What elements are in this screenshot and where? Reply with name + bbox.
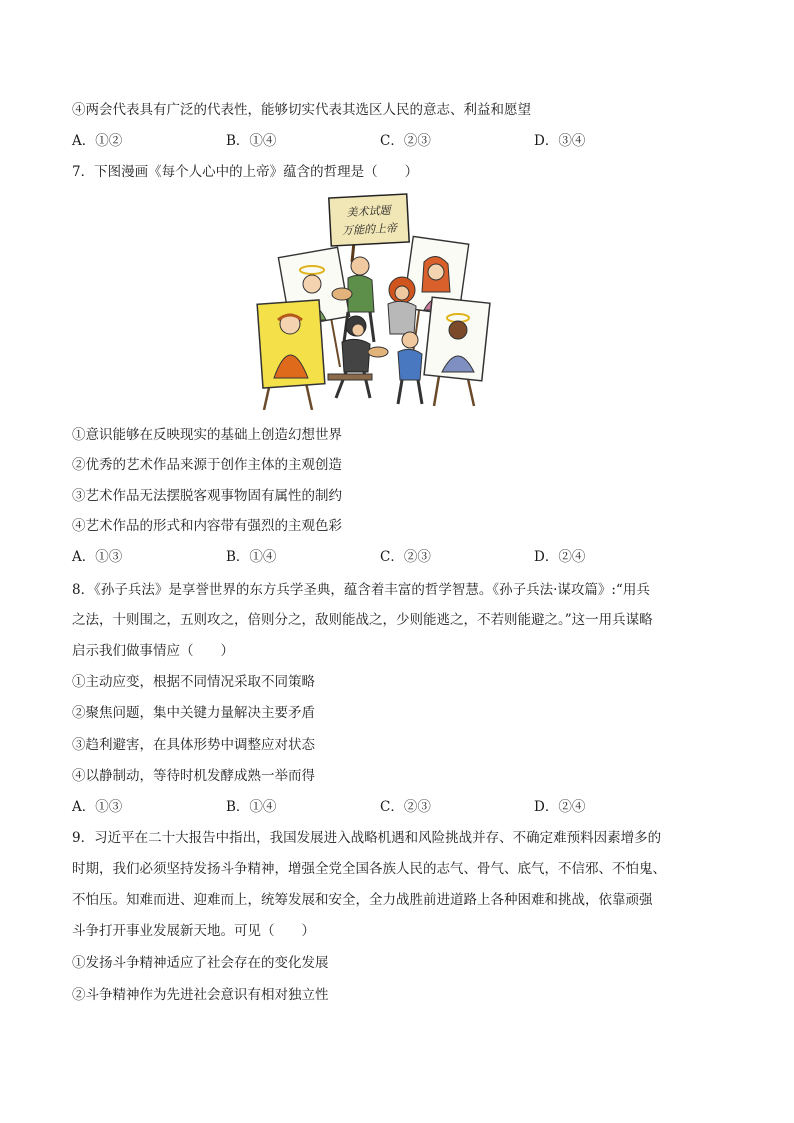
q7-option-a: A．①③	[72, 549, 123, 565]
q7-statement-1: ①意识能够在反映现实的基础上创造幻想世界	[72, 427, 342, 443]
q9-stem-line-1: 9．习近平在二十大报告中指出，我国发展进入战略机遇和风险挑战并存、不确定难预料因素增多的	[72, 830, 662, 846]
q9-stem-line-4: 斗争打开事业发展新天地。可见（ ）	[72, 923, 315, 939]
cartoon-god-in-every-heart	[252, 192, 492, 410]
q8-statement-2: ②聚焦问题，集中关键力量解决主要矛盾	[72, 705, 315, 721]
q6-statement-4: ④两会代表具有广泛的代表性，能够切实代表其选区人民的意志、利益和愿望	[72, 102, 531, 118]
painter-blue	[398, 332, 422, 404]
q8-statement-1: ①主动应变，根据不同情况采取不同策略	[72, 674, 315, 690]
q7-options	[72, 548, 732, 566]
q7-option-c: C．②③	[380, 549, 431, 565]
q6-option-b: B．①④	[226, 133, 277, 149]
q8-option-d: D．②④	[534, 799, 586, 815]
q7-option-b: B．①④	[226, 549, 277, 565]
q9-stem-line-3: 不怕压。知难而进、迎难而上，统筹发展和安全，全力战胜前进道路上各种困难和挑战，依靠顽强	[72, 892, 653, 908]
q8-option-a: A．①③	[72, 799, 123, 815]
q8-stem-line-2: 之法，十则围之，五则攻之，倍则分之，敌则能战之，少则能逃之，不若则能避之。”这一用兵谋略	[72, 612, 653, 628]
q6-option-a: A．①②	[72, 133, 123, 149]
q7-option-d: D．②④	[534, 549, 586, 565]
q8-option-c: C．②③	[380, 799, 431, 815]
q8-options	[72, 798, 732, 816]
q7-statement-3: ③艺术作品无法摆脱客观事物固有属性的制约	[72, 488, 342, 504]
q7-stem: 7．下图漫画《每个人心中的上帝》蕴含的哲理是（ ）	[72, 164, 419, 180]
q6-option-c: C．②③	[380, 133, 431, 149]
cartoon-sign	[329, 194, 409, 262]
q9-stem-line-2: 时期，我们必须坚持发扬斗争精神，增强全党全国各族人民的志气、骨气、底气，不信邪、不怕鬼、	[72, 861, 666, 877]
q6-options	[72, 132, 732, 150]
q7-statement-4: ④艺术作品的形式和内容带有强烈的主观色彩	[72, 518, 342, 534]
q8-stem-line-3: 启示我们做事情应（ ）	[72, 643, 234, 659]
q8-statement-4: ④以静制动，等待时机发酵成熟一举而得	[72, 768, 315, 784]
painter-seated	[328, 316, 388, 398]
cartoon-sign-line-2: 万能的上帝	[341, 221, 398, 238]
q8-option-b: B．①④	[226, 799, 277, 815]
q9-statement-2: ②斗争精神作为先进社会意识有相对独立性	[72, 987, 329, 1003]
easel-front-right	[424, 297, 490, 406]
q9-statement-1: ①发扬斗争精神适应了社会存在的变化发展	[72, 955, 329, 971]
q8-stem-line-1: 8．《孙子兵法》是享誉世界的东方兵学圣典，蕴含着丰富的哲学智慧。《孙子兵法·谋攻篇》:“用兵	[72, 582, 650, 598]
q6-option-d: D．③④	[534, 133, 586, 149]
easel-front-left	[257, 300, 325, 410]
q8-statement-3: ③趋利避害，在具体形势中调整应对状态	[72, 737, 315, 753]
q7-statement-2: ②优秀的艺术作品来源于创作主体的主观创造	[72, 457, 342, 473]
painter-woman	[388, 277, 416, 334]
cartoon-sign-line-1: 美术试题	[346, 203, 391, 220]
